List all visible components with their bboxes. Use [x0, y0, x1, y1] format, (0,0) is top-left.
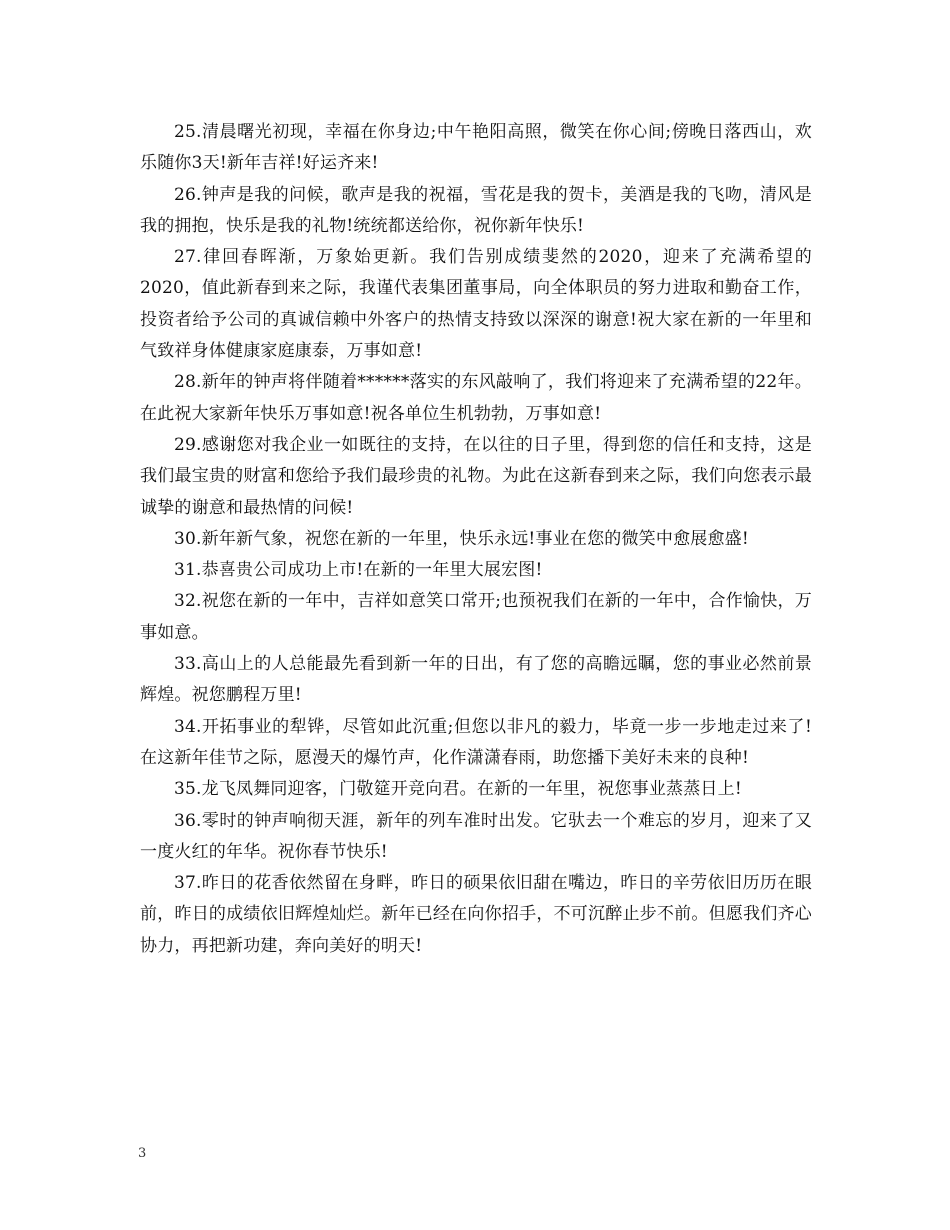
paragraph-32: 32.祝您在新的一年中，吉祥如意笑口常开;也预祝我们在新的一年中，合作愉快，万事如意。 [140, 591, 812, 643]
paragraph-31: 31.恭喜贵公司成功上市!在新的一年里大展宏图! [174, 560, 543, 581]
paragraph-25: 25.清晨曙光初现，幸福在你身边;中午艳阳高照，微笑在你心间;傍晚日落西山，欢乐随你3天!新年吉祥!好运齐来! [140, 122, 812, 174]
paragraph-34: 34.开拓事业的犁铧，尽管如此沉重;但您以非凡的毅力，毕竟一步一步地走过来了!在这新年佳节之际，愿漫天的爆竹声，化作潇潇春雨，助您播下美好未来的良种! [140, 716, 812, 768]
paragraph-35: 35.龙飞凤舞同迎客，门敬筵开竞向君。在新的一年里，祝您事业蒸蒸日上! [174, 779, 742, 800]
paragraph-36: 36.零时的钟声响彻天涯，新年的列车准时出发。它驮去一个难忘的岁月，迎来了又一度火红的年华。祝你春节快乐! [140, 810, 812, 862]
paragraph-37: 37.昨日的花香依然留在身畔，昨日的硕果依旧甜在嘴边，昨日的辛劳依旧历历在眼前，昨日的成绩依旧辉煌灿烂。新年已经在向你招手，不可沉醉止步不前。但愿我们齐心协力，再把新功建，奔向美好的明天! [140, 873, 812, 956]
page-number: 3 [138, 1146, 147, 1161]
paragraph-30: 30.新年新气象，祝您在新的一年里，快乐永远!事业在您的微笑中愈展愈盛! [174, 528, 749, 549]
paragraph-27: 27.律回春晖渐，万象始更新。我们告别成绩斐然的2020，迎来了充满希望的2020，值此新春到来之际，我谨代表集团董事局，向全体职员的努力进取和勤奋工作，投资者给予公司的真诚信赖中外客户的热情支持致以深深的谢意!祝大家在新的一年里和气致祥身体健康家庭康泰，万事如意! [140, 247, 812, 362]
paragraph-33: 33.高山上的人总能最先看到新一年的日出，有了您的高瞻远瞩，您的事业必然前景辉煌。祝您鹏程万里! [140, 654, 812, 706]
paragraph-26: 26.钟声是我的问候，歌声是我的祝福，雪花是我的贺卡，美酒是我的飞吻，清风是我的拥抱，快乐是我的礼物!统统都送给你，祝你新年快乐! [140, 184, 812, 236]
document-body [140, 117, 812, 962]
paragraph-29: 29.感谢您对我企业一如既往的支持，在以往的日子里，得到您的信任和支持，这是我们最宝贵的财富和您给予我们最珍贵的礼物。为此在这新春到来之际，我们向您表示最诚挚的谢意和最热情的问候! [140, 434, 812, 518]
paragraph-28: 28.新年的钟声将伴随着******落实的东风敲响了，我们将迎来了充满希望的22年。在此祝大家新年快乐万事如意!祝各单位生机勃勃，万事如意! [140, 372, 812, 424]
